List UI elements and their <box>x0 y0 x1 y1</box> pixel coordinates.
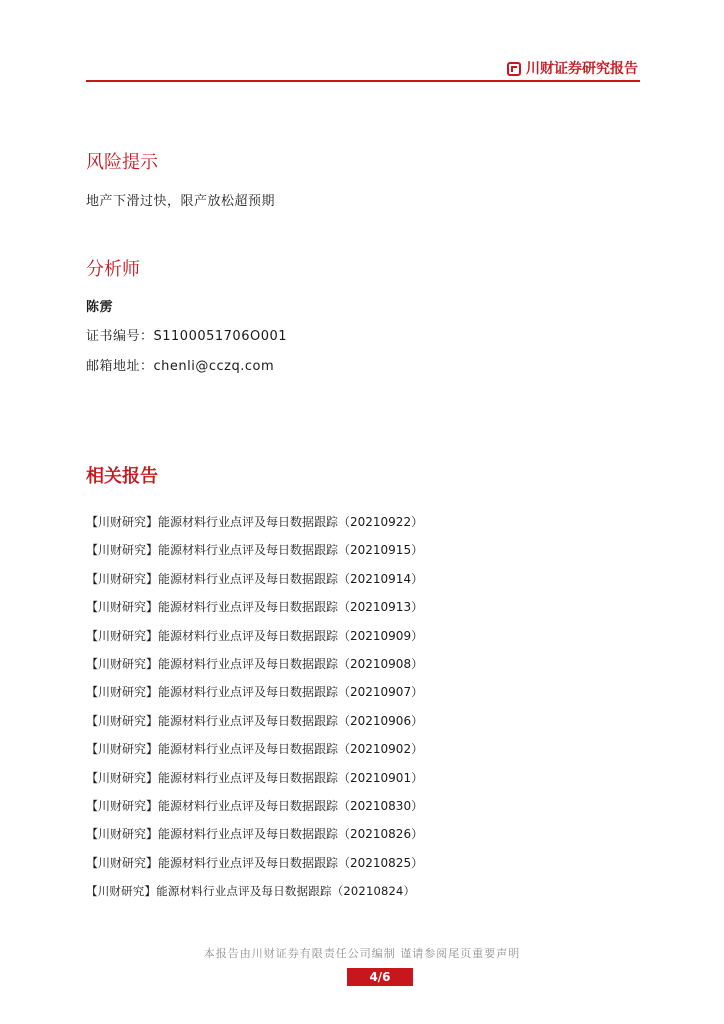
analyst-name: 陈雳 <box>86 300 114 315</box>
report-item[interactable]: 【川财研究】能源材料行业点评及每日数据跟踪（20210915） <box>86 543 424 558</box>
header-divider <box>86 80 640 82</box>
brand-name: 川财证券研究报告 <box>526 61 638 77</box>
report-item[interactable]: 【川财研究】能源材料行业点评及每日数据跟踪（20210901） <box>86 770 424 785</box>
risk-text: 地产下滑过快，限产放松超预期 <box>86 194 276 209</box>
report-item[interactable]: 【川财研究】能源材料行业点评及每日数据跟踪（20210826） <box>86 827 424 842</box>
report-item[interactable]: 【川财研究】能源材料行业点评及每日数据跟踪（20210909） <box>86 628 424 643</box>
related-reports-heading: 相关报告 <box>86 466 158 487</box>
report-item[interactable]: 【川财研究】能源材料行业点评及每日数据跟踪（20210830） <box>86 798 424 813</box>
risk-heading: 风险提示 <box>86 152 158 173</box>
report-item[interactable]: 【川财研究】能源材料行业点评及每日数据跟踪（20210908） <box>86 656 424 671</box>
brand-logo-icon <box>507 62 521 76</box>
report-item[interactable]: 【川财研究】能源材料行业点评及每日数据跟踪（20210902） <box>86 742 424 757</box>
footer-disclaimer: 本报告由川财证券有限责任公司编制 谨请参阅尾页重要声明 <box>203 947 521 960</box>
report-item[interactable]: 【川财研究】能源材料行业点评及每日数据跟踪（20210922） <box>86 515 424 529</box>
report-item[interactable]: 【川财研究】能源材料行业点评及每日数据跟踪（20210906） <box>86 713 424 728</box>
header-brand <box>507 60 638 78</box>
analyst-heading: 分析师 <box>86 259 140 280</box>
report-item[interactable]: 【川财研究】能源材料行业点评及每日数据跟踪（20210907） <box>86 685 424 700</box>
related-reports-list <box>86 513 423 910</box>
analyst-email: 邮箱地址：chenli@cczq.com <box>86 359 275 374</box>
report-item[interactable]: 【川财研究】能源材料行业点评及每日数据跟踪（20210914） <box>86 571 424 586</box>
page-number: 4/6 <box>347 968 413 986</box>
analyst-cert: 证书编号：S1100051706O001 <box>86 329 288 344</box>
report-item[interactable]: 【川财研究】能源材料行业点评及每日数据跟踪（20210824） <box>86 884 416 899</box>
report-item[interactable]: 【川财研究】能源材料行业点评及每日数据跟踪（20210825） <box>86 855 424 870</box>
report-item[interactable]: 【川财研究】能源材料行业点评及每日数据跟踪（20210913） <box>86 600 424 615</box>
